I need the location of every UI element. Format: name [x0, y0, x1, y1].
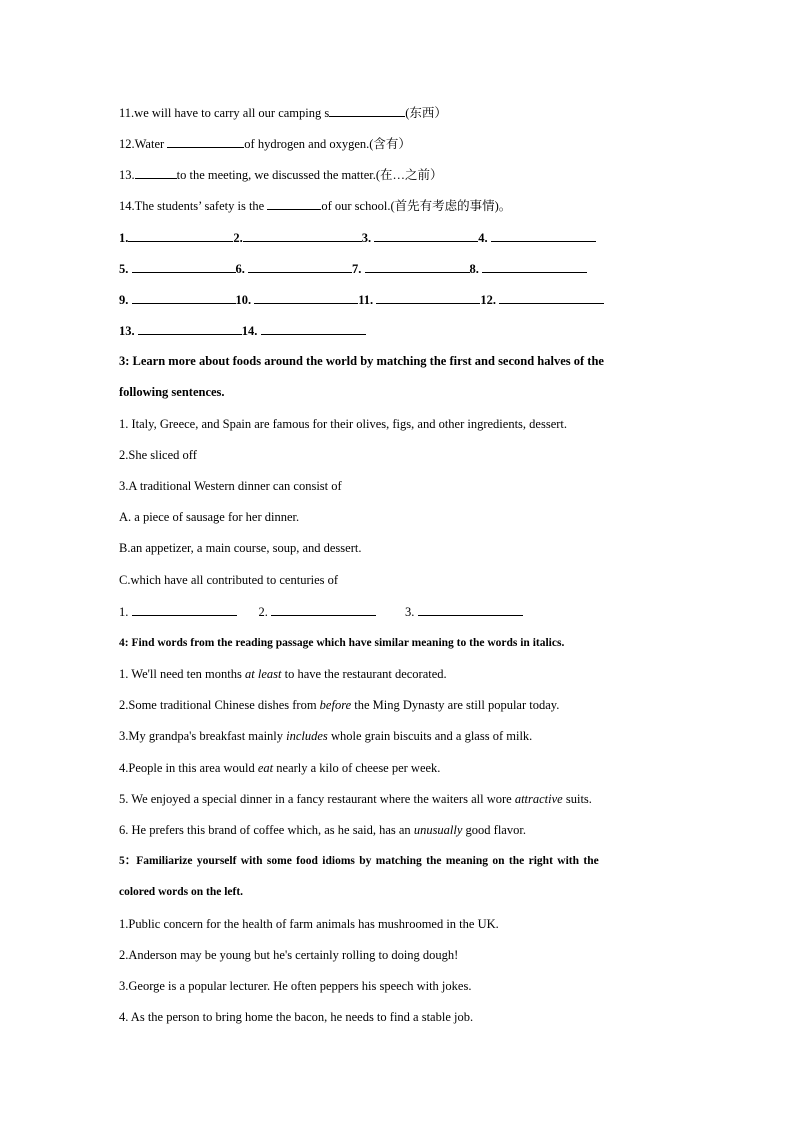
- answer-blank[interactable]: [365, 260, 470, 273]
- question-11: 11.we will have to carry all our camping s (东西）: [119, 106, 447, 120]
- section-3-heading: 3: Learn more about foods around the world by matching the first and second halves of the: [119, 354, 604, 368]
- section-3-option: A. a piece of sausage for her dinner.: [119, 510, 300, 524]
- section-5-item: 1.Public concern for the health of farm animals has mushroomed in the UK.: [119, 917, 499, 931]
- question-13: 13. to the meeting, we discussed the matter.(在…之前）: [119, 168, 443, 182]
- answer-blank[interactable]: [376, 291, 480, 304]
- answer-row: 9. 10. 11. 12.: [119, 291, 604, 308]
- answer-blank[interactable]: [128, 229, 233, 242]
- answer-blank[interactable]: [132, 260, 236, 273]
- section-5-heading-cont: colored words on the left.: [119, 886, 244, 898]
- answer-blank[interactable]: [482, 260, 587, 273]
- answer-blank[interactable]: [491, 229, 596, 242]
- answer-blank[interactable]: [271, 603, 376, 616]
- section-4-item: 5. We enjoyed a special dinner in a fancy restaurant where the waiters all wore attractive suits.: [119, 792, 592, 806]
- section-5-heading: 5：Familiarize yourself with some food idioms by matching the meaning on the right with the: [119, 855, 599, 867]
- section-3-answers: 1. 2. 3.: [119, 603, 523, 620]
- answer-blank[interactable]: [418, 603, 523, 616]
- answer-blank[interactable]: [329, 104, 405, 117]
- section-3-item: 1. Italy, Greece, and Spain are famous for their olives, figs, and other ingredients, dessert.: [119, 417, 568, 431]
- section-4-item: 3.My grandpa's breakfast mainly includes whole grain biscuits and a glass of milk.: [119, 729, 533, 743]
- answer-blank[interactable]: [138, 322, 242, 335]
- section-4-heading: 4: Find words from the reading passage which have similar meaning to the words in italics.: [119, 637, 565, 649]
- answer-blank[interactable]: [254, 291, 358, 304]
- answer-blank[interactable]: [248, 260, 352, 273]
- answer-blank[interactable]: [132, 603, 237, 616]
- section-5-item: 3.George is a popular lecturer. He often peppers his speech with jokes.: [119, 979, 472, 993]
- question-14: 14.The students’ safety is the of our school.(首先有考虑的事情)。: [119, 199, 512, 213]
- section-4-item: 2.Some traditional Chinese dishes from before the Ming Dynasty are still popular today.: [119, 698, 560, 712]
- question-12: 12.Water of hydrogen and oxygen.(含有）: [119, 137, 411, 151]
- answer-blank[interactable]: [167, 135, 244, 148]
- section-3-item: 3.A traditional Western dinner can consist of: [119, 479, 342, 493]
- answer-blank[interactable]: [499, 291, 604, 304]
- section-3-item: 2.She sliced off: [119, 448, 197, 462]
- section-5-item: 4. As the person to bring home the bacon, he needs to find a stable job.: [119, 1010, 474, 1024]
- section-4-item: 6. He prefers this brand of coffee which, as he said, has an unusually good flavor.: [119, 823, 526, 837]
- section-4-item: 4.People in this area would eat nearly a kilo of cheese per week.: [119, 761, 441, 775]
- answer-blank[interactable]: [374, 229, 478, 242]
- section-5-item: 2.Anderson may be young but he's certainly rolling to doing dough!: [119, 948, 459, 962]
- answer-row: 5. 6. 7. 8.: [119, 260, 587, 277]
- section-3-heading-cont: following sentences.: [119, 385, 225, 399]
- answer-row: 13. 14.: [119, 322, 366, 339]
- answer-blank[interactable]: [267, 197, 321, 210]
- section-3-option: B.an appetizer, a main course, soup, and dessert.: [119, 541, 362, 555]
- section-3-option: C.which have all contributed to centuries of: [119, 573, 339, 587]
- section-4-item: 1. We'll need ten months at least to have the restaurant decorated.: [119, 667, 447, 681]
- answer-blank[interactable]: [261, 322, 366, 335]
- answer-blank[interactable]: [243, 229, 362, 242]
- answer-blank[interactable]: [135, 166, 177, 179]
- answer-row: 1. 2. 3. 4.: [119, 229, 596, 246]
- answer-blank[interactable]: [132, 291, 236, 304]
